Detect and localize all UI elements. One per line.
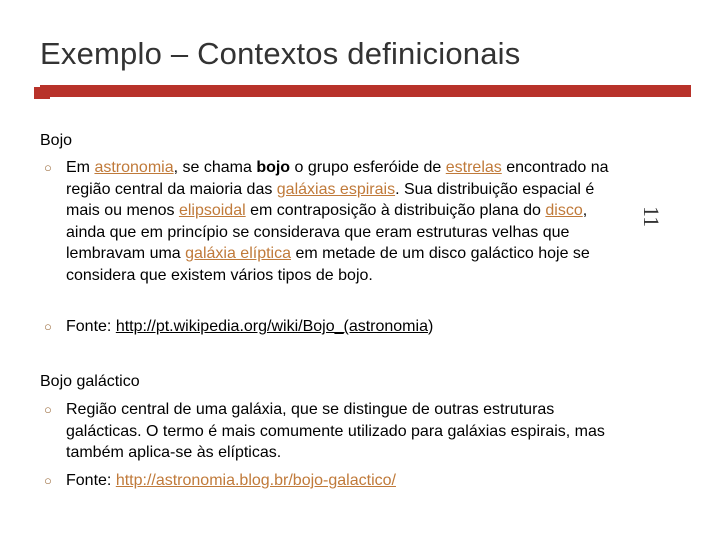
section-heading-bojo-galactico: Bojo galáctico [40, 373, 140, 390]
link-elipsoidal[interactable]: elipsoidal [178, 202, 246, 219]
circle-bullet-icon: ○ [44, 402, 52, 417]
title-underline [40, 85, 691, 97]
circle-bullet-icon: ○ [44, 473, 52, 488]
link-galaxia-eliptica[interactable]: galáxia elíptica [185, 245, 291, 262]
bojo-galactico-definition-text: Região central de uma galáxia, que se distingue de outras estruturas galácticas. O termo é mais comumente utilizado para galáxias espirais, mas também aplica-se às elípticas. [66, 401, 605, 461]
link-astronomia[interactable]: astronomia [94, 159, 174, 176]
list-item-fonte-blog [44, 470, 624, 492]
section-heading-bojo: Bojo [40, 132, 73, 149]
link-estrelas[interactable]: estrelas [445, 159, 502, 176]
list-item-bojo-galactico-definition [44, 399, 624, 464]
link-galaxias-espirais[interactable]: galáxias espirais [276, 180, 396, 198]
circle-bullet-icon: ○ [44, 319, 52, 334]
slide-title: Exemplo – Contextos definicionais [40, 36, 521, 71]
list-item-fonte-wikipedia [44, 316, 624, 338]
circle-bullet-icon: ○ [44, 160, 52, 175]
link-disco[interactable]: disco [545, 202, 583, 219]
fonte-blog-text: Fonte: http://astronomia.blog.br/bojo-galactico/ [66, 472, 396, 489]
bojo-definition-text: Em astronomia, se chama bojo o grupo esferóide de estrelas encontrado na região central da maioria das galáxias espirais. Sua distribuição espacial é mais ou menos elipsoidal em contraposição à distribuição plana do disco, ainda que em princípio se considerava que eram estruturas velhas que lembravam uma galáxia elíptica em metade de um disco galáctico hoje se considera que existem vários tipos de bojo. [66, 159, 609, 284]
link-astronomia-blog[interactable]: http://astronomia.blog.br/bojo-galactico/ [115, 472, 396, 489]
link-wikipedia-bojo[interactable]: http://pt.wikipedia.org/wiki/Bojo_(astronomia [115, 318, 428, 335]
list-item-bojo-definition [44, 157, 624, 286]
term-bojo: bojo [256, 159, 291, 176]
fonte-wikipedia-text: Fonte: http://pt.wikipedia.org/wiki/Bojo_(astronomia) [66, 318, 434, 335]
slide-number: 11 [639, 206, 664, 228]
